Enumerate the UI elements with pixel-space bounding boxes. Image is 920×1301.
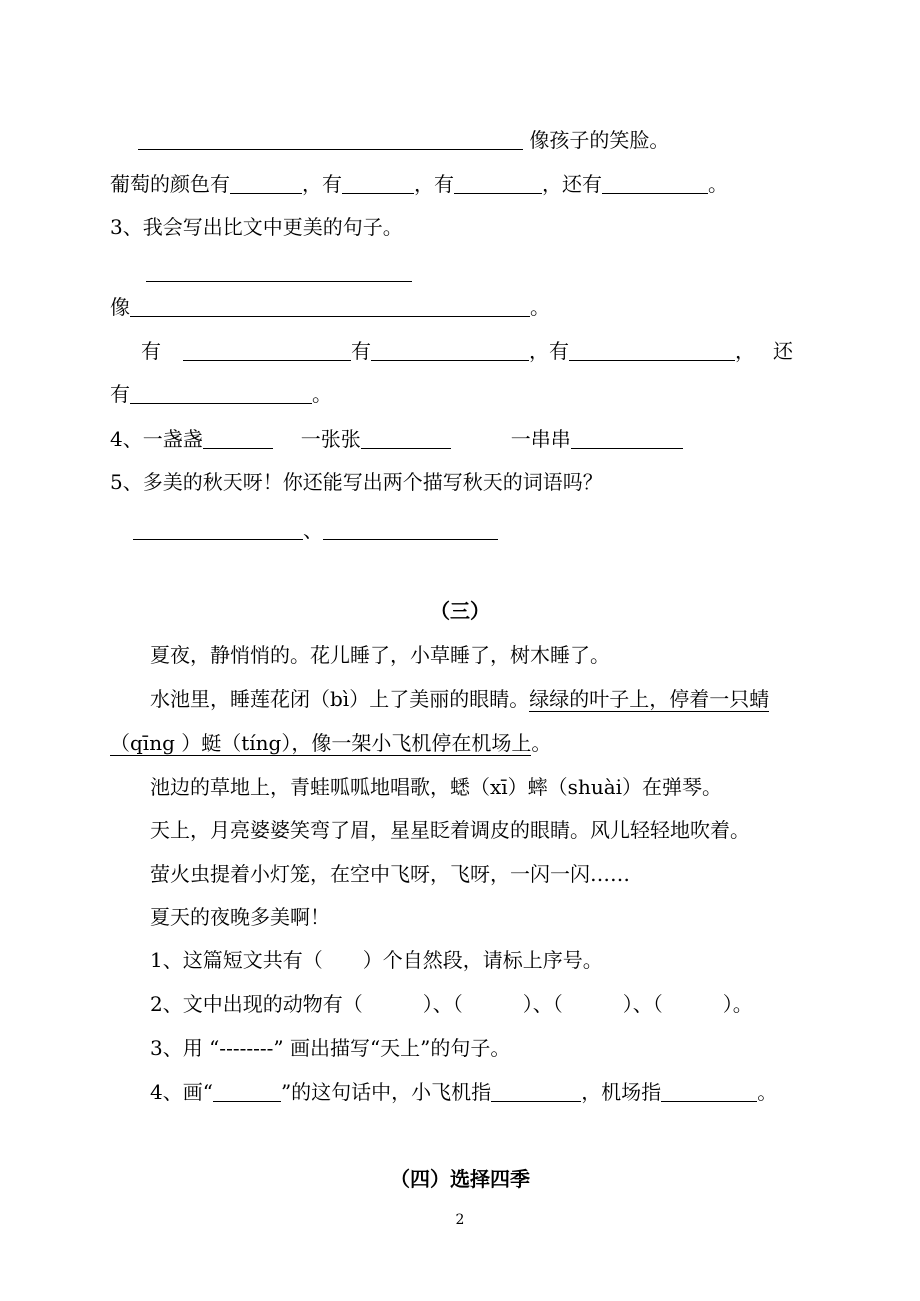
answer-blank[interactable] bbox=[371, 340, 529, 361]
answer-blank[interactable] bbox=[230, 173, 302, 194]
answer-blank[interactable] bbox=[661, 1081, 757, 1102]
section-3-heading: （三） bbox=[430, 599, 490, 623]
section-4-heading: （四）选择四季 bbox=[390, 1167, 530, 1191]
answer-blank[interactable] bbox=[571, 428, 683, 449]
question-5: 5、多美的秋天呀！你还能写出两个描写秋天的词语吗？ bbox=[110, 470, 603, 494]
line-have-cont: 有 。 bbox=[110, 382, 332, 406]
line-grape-colors: 葡萄的颜色有 ，有 ，有 ，还有 。 bbox=[110, 172, 728, 196]
section-3-question-3: 3、用 “--------” 画出描写“天上”的句子。 bbox=[150, 1036, 511, 1060]
line-autumn-words: 、 bbox=[133, 516, 498, 544]
underlined-sentence-cont: （qīng ）蜓（tíng），像一架小飞机停在机场上 bbox=[110, 731, 532, 755]
section-3-question-1: 1、这篇短文共有（ ）个自然段，请标上序号。 bbox=[150, 948, 603, 972]
paragraph-4: 天上，月亮婆婆笑弯了眉，星星眨着调皮的眼睛。风儿轻轻地吹着。 bbox=[150, 818, 750, 842]
section-3-question-4: 4、画“ ”的这句话中，小飞机指 ，机场指 。 bbox=[150, 1080, 778, 1104]
line-like: 像 。 bbox=[110, 295, 550, 319]
line-smile: 像孩子的笑脸。 bbox=[138, 126, 669, 154]
answer-blank[interactable] bbox=[146, 261, 412, 282]
answer-blank[interactable] bbox=[130, 296, 530, 317]
answer-blank[interactable] bbox=[213, 1081, 281, 1102]
paragraph-3: 池边的草地上，青蛙呱呱地唱歌，蟋（xī）蟀（shuài）在弹琴。 bbox=[150, 775, 723, 799]
paragraph-2-cont: （qīng ）蜓（tíng），像一架小飞机停在机场上。 bbox=[110, 731, 552, 755]
line-have: 有 有 ，有 ， 还 bbox=[141, 339, 793, 363]
paragraph-6: 夏天的夜晚多美啊！ bbox=[150, 905, 330, 929]
line-blank-top bbox=[146, 258, 412, 286]
answer-blank[interactable] bbox=[361, 428, 451, 449]
answer-blank[interactable] bbox=[323, 519, 498, 540]
answer-blank[interactable] bbox=[569, 340, 735, 361]
answer-blank[interactable] bbox=[133, 519, 303, 540]
underlined-sentence: 绿绿的叶子上，停着一只蜻 bbox=[529, 687, 770, 711]
paragraph-5: 萤火虫提着小灯笼，在空中飞呀，飞呀，一闪一闪…… bbox=[150, 862, 630, 886]
answer-blank[interactable] bbox=[342, 173, 414, 194]
answer-blank[interactable] bbox=[203, 428, 273, 449]
question-4: 4、一盏盏 一张张 一串串 bbox=[110, 425, 683, 453]
answer-blank[interactable] bbox=[454, 173, 542, 194]
question-3: 3、我会写出比文中更美的句子。 bbox=[110, 215, 403, 239]
answer-blank[interactable] bbox=[130, 383, 312, 404]
paragraph-1: 夏夜，静悄悄的。花儿睡了，小草睡了，树木睡了。 bbox=[150, 643, 610, 667]
answer-blank[interactable] bbox=[602, 173, 708, 194]
paragraph-2: 水池里，睡莲花闭（bì）上了美丽的眼睛。绿绿的叶子上，停着一只蜻 bbox=[150, 687, 770, 711]
answer-blank[interactable] bbox=[138, 129, 523, 150]
page-number: 2 bbox=[455, 1212, 465, 1228]
answer-blank[interactable] bbox=[491, 1081, 581, 1102]
answer-blank[interactable] bbox=[183, 340, 351, 361]
section-3-question-2: 2、文中出现的动物有（ ）、（ ）、（ ）、（ ）。 bbox=[150, 992, 753, 1016]
